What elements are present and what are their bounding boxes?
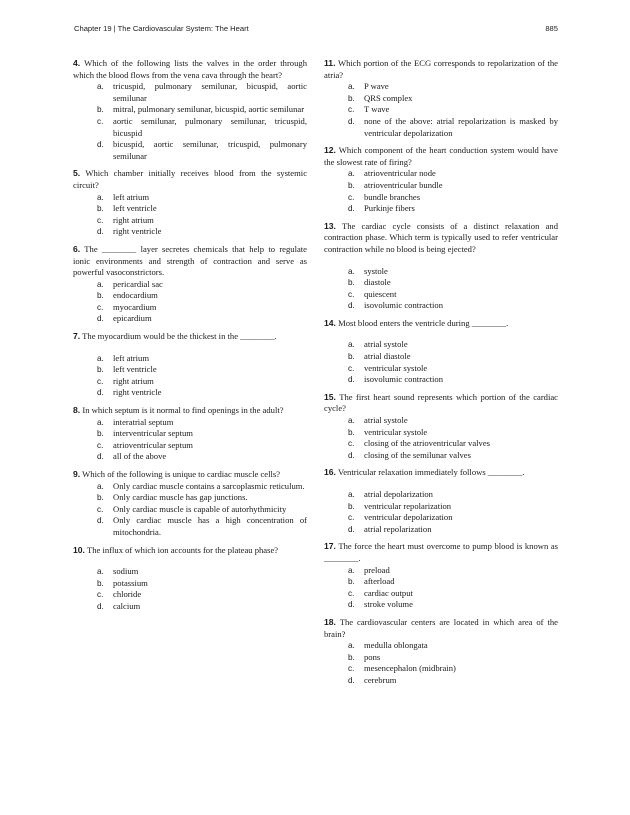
option-text: cerebrum [364, 674, 397, 685]
answer-option [73, 376, 307, 388]
option-letter: a. [348, 169, 355, 179]
option-letter: d. [97, 516, 104, 526]
question-stem [324, 541, 558, 564]
option-text: cardiac output [364, 587, 413, 598]
answer-option [73, 601, 307, 613]
option-text: chloride [113, 589, 142, 600]
option-text: Only cardiac muscle contains a sarcoplasmic reticulum. [113, 480, 305, 491]
option-letter: c. [348, 105, 355, 115]
left-column [73, 58, 307, 619]
question-text: The force the heart must overcome to pump blood is known as ________. [324, 541, 559, 563]
option-list [73, 279, 307, 325]
option-text: closing of the semilunar valves [364, 449, 471, 460]
answer-option [324, 192, 558, 204]
option-letter: a. [348, 82, 355, 92]
answer-option [73, 104, 307, 116]
option-text: atrial systole [364, 415, 408, 426]
option-letter: a. [348, 641, 355, 651]
question [324, 617, 558, 687]
answer-option [73, 116, 307, 139]
option-letter: d. [348, 600, 355, 610]
answer-option [73, 492, 307, 504]
option-text: Only cardiac muscle has gap junctions. [113, 492, 248, 503]
question-number: 11. [324, 58, 336, 68]
option-letter: c. [348, 439, 355, 449]
question-text: In which septum is it normal to find openings in the adult? [82, 405, 284, 416]
question-stem [324, 145, 558, 168]
option-text: preload [364, 564, 390, 575]
option-list [73, 481, 307, 539]
option-text: potassium [113, 577, 148, 588]
option-list [324, 415, 558, 461]
option-text: atrial diastole [364, 351, 411, 362]
option-letter: a. [348, 340, 355, 350]
answer-option [73, 279, 307, 291]
question-text: The cardiac cycle consists of a distinct relaxation and contraction phase. Which term is typically used to refer ventricular contraction while no blood is being ejected? [324, 220, 558, 254]
option-text: aortic semilunar, pulmonary semilunar, tricuspid, bicuspid [113, 115, 307, 138]
answer-option [324, 116, 558, 139]
answer-option [73, 451, 307, 463]
answer-option [73, 387, 307, 399]
answer-gap [73, 556, 307, 566]
option-list [73, 81, 307, 162]
answer-option [73, 215, 307, 227]
answer-option [324, 277, 558, 289]
option-text: right ventricle [113, 226, 162, 237]
option-text: all of the above [113, 451, 167, 462]
option-text: systole [364, 265, 388, 276]
option-letter: b. [97, 429, 104, 439]
question-number: 15. [324, 391, 336, 402]
question [73, 331, 307, 399]
option-letter: c. [97, 590, 104, 600]
option-text: endocardium [113, 290, 158, 301]
answer-gap [324, 256, 558, 266]
option-text: right atrium [113, 214, 154, 225]
question-number: 16. [324, 467, 336, 478]
option-letter: c. [348, 289, 355, 299]
answer-option [324, 663, 558, 675]
option-text: right ventricle [113, 387, 162, 398]
question-text: The influx of which ion accounts for the plateau phase? [86, 544, 279, 555]
question-stem [73, 469, 307, 481]
answer-option [73, 302, 307, 314]
option-text: interventricular septum [113, 428, 193, 439]
option-letter: c. [348, 363, 355, 373]
option-list [324, 339, 558, 385]
option-text: myocardium [113, 301, 157, 312]
question-text: The ________ layer secretes chemicals that help to regulate ionic environments and strength of contraction and serve as powerful vasoconstrictors. [73, 243, 307, 278]
option-text: P wave [364, 81, 389, 92]
answer-gap [324, 329, 558, 339]
option-text: ventricular systole [364, 362, 428, 373]
option-letter: d. [97, 601, 104, 611]
answer-option [324, 675, 558, 687]
option-letter: d. [97, 452, 104, 462]
option-letter: b. [348, 652, 355, 662]
option-letter: b. [97, 365, 104, 375]
answer-option [324, 450, 558, 462]
question [73, 469, 307, 539]
answer-option [73, 566, 307, 578]
option-text: bundle branches [364, 191, 421, 202]
option-list [73, 192, 307, 238]
question-stem [73, 168, 307, 191]
question-number: 17. [324, 541, 336, 552]
question [73, 244, 307, 325]
question-number: 5. [73, 168, 81, 179]
answer-option [324, 93, 558, 105]
option-text: diastole [364, 277, 391, 288]
option-letter: d. [348, 524, 355, 534]
option-list [73, 417, 307, 463]
option-text: bicuspid, aortic semilunar, tricuspid, pulmonary semilunar [113, 139, 307, 161]
option-text: atrioventricular septum [113, 439, 193, 450]
option-text: pericardial sac [113, 278, 163, 289]
answer-option [324, 588, 558, 600]
answer-option [324, 501, 558, 513]
question-text: Which portion of the ECG corresponds to repolarization of the atria? [324, 58, 558, 80]
option-text: isovolumic contraction [364, 300, 443, 311]
answer-option [324, 266, 558, 278]
option-text: medulla oblongata [364, 640, 428, 651]
option-letter: b. [348, 352, 355, 362]
chapter-title: Chapter 19 | The Cardiovascular System: The Heart [74, 24, 249, 33]
option-letter: d. [97, 388, 104, 398]
question-stem [73, 405, 307, 417]
question-stem [324, 318, 558, 330]
option-text: pons [364, 651, 381, 662]
answer-option [73, 226, 307, 238]
option-letter: d. [97, 227, 104, 237]
option-text: isovolumic contraction [364, 374, 443, 385]
option-text: atrioventricular bundle [364, 179, 443, 190]
answer-option [324, 524, 558, 536]
option-text: left atrium [113, 191, 150, 202]
answer-option [73, 139, 307, 162]
option-text: Only cardiac muscle is capable of autorhythmicity [113, 503, 287, 514]
answer-option [73, 81, 307, 104]
option-letter: d. [348, 450, 355, 460]
option-letter: d. [97, 314, 104, 324]
question [324, 58, 558, 139]
option-letter: c. [348, 664, 355, 674]
question-stem [73, 545, 307, 557]
option-list [324, 168, 558, 214]
answer-option [324, 339, 558, 351]
option-text: mitral, pulmonary semilunar, bicuspid, aortic semilunar [113, 104, 305, 115]
question-number: 4. [73, 58, 81, 68]
option-letter: c. [97, 376, 104, 386]
answer-option [73, 417, 307, 429]
option-letter: c. [348, 192, 355, 202]
option-letter: a. [348, 565, 355, 575]
option-letter: a. [97, 82, 104, 92]
option-letter: c. [97, 215, 104, 225]
option-list [324, 266, 558, 312]
option-text: T wave [364, 104, 390, 115]
option-letter: b. [348, 577, 355, 587]
question-number: 18. [324, 616, 336, 627]
answer-gap [73, 343, 307, 353]
option-text: left atrium [113, 352, 150, 363]
question-text: The first heart sound represents which portion of the cardiac cycle? [324, 391, 558, 414]
option-text: epicardium [113, 313, 152, 324]
question-number: 10. [73, 544, 85, 555]
option-text: left ventricle [113, 203, 157, 214]
question [324, 145, 558, 215]
answer-option [324, 168, 558, 180]
question-stem [73, 58, 307, 81]
answer-option [73, 481, 307, 493]
option-letter: a. [97, 567, 104, 577]
answer-option [324, 351, 558, 363]
question [73, 168, 307, 238]
option-text: calcium [113, 600, 141, 611]
question-number: 7. [73, 331, 81, 342]
option-text: interatrial septum [113, 416, 174, 427]
question [73, 405, 307, 463]
option-text: left ventricle [113, 364, 157, 375]
option-letter: a. [97, 353, 104, 363]
answer-option [324, 438, 558, 450]
option-list [324, 640, 558, 686]
option-letter: d. [348, 675, 355, 685]
right-column [324, 58, 558, 693]
answer-option [324, 289, 558, 301]
option-letter: c. [348, 513, 355, 523]
option-letter: b. [97, 291, 104, 301]
answer-option [324, 203, 558, 215]
question-number: 9. [73, 469, 81, 479]
question-number: 12. [324, 145, 336, 156]
option-list [324, 489, 558, 535]
question-text: Most blood enters the ventricle during ________. [338, 317, 509, 328]
running-header [62, 22, 568, 36]
answer-option [324, 415, 558, 427]
answer-option [324, 489, 558, 501]
option-letter: c. [97, 116, 104, 126]
option-text: afterload [364, 576, 395, 587]
option-letter: a. [97, 481, 104, 491]
option-letter: a. [348, 266, 355, 276]
option-letter: d. [348, 375, 355, 385]
question-number: 13. [324, 220, 336, 231]
option-letter: a. [97, 192, 104, 202]
option-letter: b. [97, 493, 104, 503]
answer-option [324, 180, 558, 192]
question-text: Which of the following lists the valves in the order through which the blood flows from the vena cava through the heart? [73, 58, 307, 80]
option-text: closing of the atrioventricular valves [364, 438, 490, 449]
answer-option [73, 589, 307, 601]
answer-option [324, 512, 558, 524]
option-text: QRS complex [364, 92, 413, 103]
answer-option [73, 504, 307, 516]
option-list [324, 565, 558, 611]
option-text: quiescent [364, 288, 397, 299]
answer-option [324, 363, 558, 375]
page-number: 885 [545, 24, 558, 33]
option-text: stroke volume [364, 599, 413, 610]
option-letter: b. [348, 501, 355, 511]
option-letter: a. [97, 279, 104, 289]
option-letter: b. [348, 427, 355, 437]
answer-gap [324, 479, 558, 489]
option-text: Purkinje fibers [364, 203, 415, 214]
question-stem [73, 331, 307, 343]
question-stem [73, 244, 307, 279]
question-stem [324, 221, 558, 256]
answer-option [324, 81, 558, 93]
answer-option [324, 300, 558, 312]
answer-option [324, 427, 558, 439]
answer-option [73, 290, 307, 302]
question [324, 221, 558, 312]
question [324, 392, 558, 462]
option-text: atrial depolarization [364, 489, 433, 499]
option-letter: b. [97, 105, 104, 115]
option-letter: b. [348, 93, 355, 103]
answer-option [73, 313, 307, 325]
question [324, 467, 558, 535]
option-text: Only cardiac muscle has a high concentration of mitochondria. [113, 515, 307, 537]
question-text: Which of the following is unique to cardiac muscle cells? [82, 469, 281, 479]
option-letter: a. [97, 417, 104, 427]
question-stem [324, 392, 558, 415]
option-list [324, 81, 558, 139]
answer-option [73, 203, 307, 215]
answer-option [73, 440, 307, 452]
question-text: Ventricular relaxation immediately follows ________. [337, 467, 525, 478]
option-letter: b. [348, 278, 355, 288]
option-text: right atrium [113, 375, 154, 386]
option-letter: a. [348, 490, 355, 499]
option-letter: d. [348, 301, 355, 311]
answer-option [73, 515, 307, 538]
option-letter: d. [97, 140, 104, 150]
option-text: tricuspid, pulmonary semilunar, bicuspid, aortic semilunar [113, 81, 307, 103]
answer-option [73, 192, 307, 204]
question-stem [324, 467, 558, 479]
answer-option [73, 578, 307, 590]
option-text: none of the above: atrial repolarization is masked by ventricular depolarization [364, 115, 558, 138]
option-text: atrial systole [364, 339, 408, 350]
question-text: Which component of the heart conduction system would have the slowest rate of firing? [324, 145, 558, 167]
question [73, 58, 307, 162]
answer-option [324, 652, 558, 664]
option-list [73, 566, 307, 612]
question-number: 6. [73, 243, 81, 254]
option-letter: c. [97, 440, 104, 450]
answer-option [324, 565, 558, 577]
question-text: The myocardium would be the thickest in the ________. [82, 331, 277, 342]
answer-option [324, 640, 558, 652]
option-text: ventricular systole [364, 426, 428, 437]
option-text: mesencephalon (midbrain) [364, 663, 456, 674]
question-text: The cardiovascular centers are located in which area of the brain? [324, 616, 558, 639]
option-letter: d. [348, 116, 355, 126]
question [324, 318, 558, 386]
question-text: Which chamber initially receives blood from the systemic circuit? [73, 168, 308, 190]
answer-option [73, 428, 307, 440]
question-number: 8. [73, 405, 81, 416]
answer-option [324, 599, 558, 611]
option-text: sodium [113, 566, 139, 577]
answer-option [324, 576, 558, 588]
option-letter: c. [97, 504, 104, 514]
answer-option [73, 353, 307, 365]
question [73, 545, 307, 613]
option-text: atrioventricular node [364, 168, 436, 179]
option-letter: b. [97, 204, 104, 214]
option-list [73, 353, 307, 399]
option-text: atrial repolarization [364, 523, 432, 534]
option-letter: a. [348, 416, 355, 426]
option-letter: c. [97, 302, 104, 312]
answer-option [324, 374, 558, 386]
answer-option [324, 104, 558, 116]
option-letter: c. [348, 588, 355, 598]
question [324, 541, 558, 611]
option-letter: b. [348, 180, 355, 190]
question-stem [324, 617, 558, 640]
option-text: ventricular repolarization [364, 500, 452, 511]
answer-option [73, 364, 307, 376]
question-number: 14. [324, 317, 336, 328]
option-text: ventricular depolarization [364, 512, 453, 523]
option-letter: d. [348, 204, 355, 214]
option-letter: b. [97, 578, 104, 588]
question-stem [324, 58, 558, 81]
